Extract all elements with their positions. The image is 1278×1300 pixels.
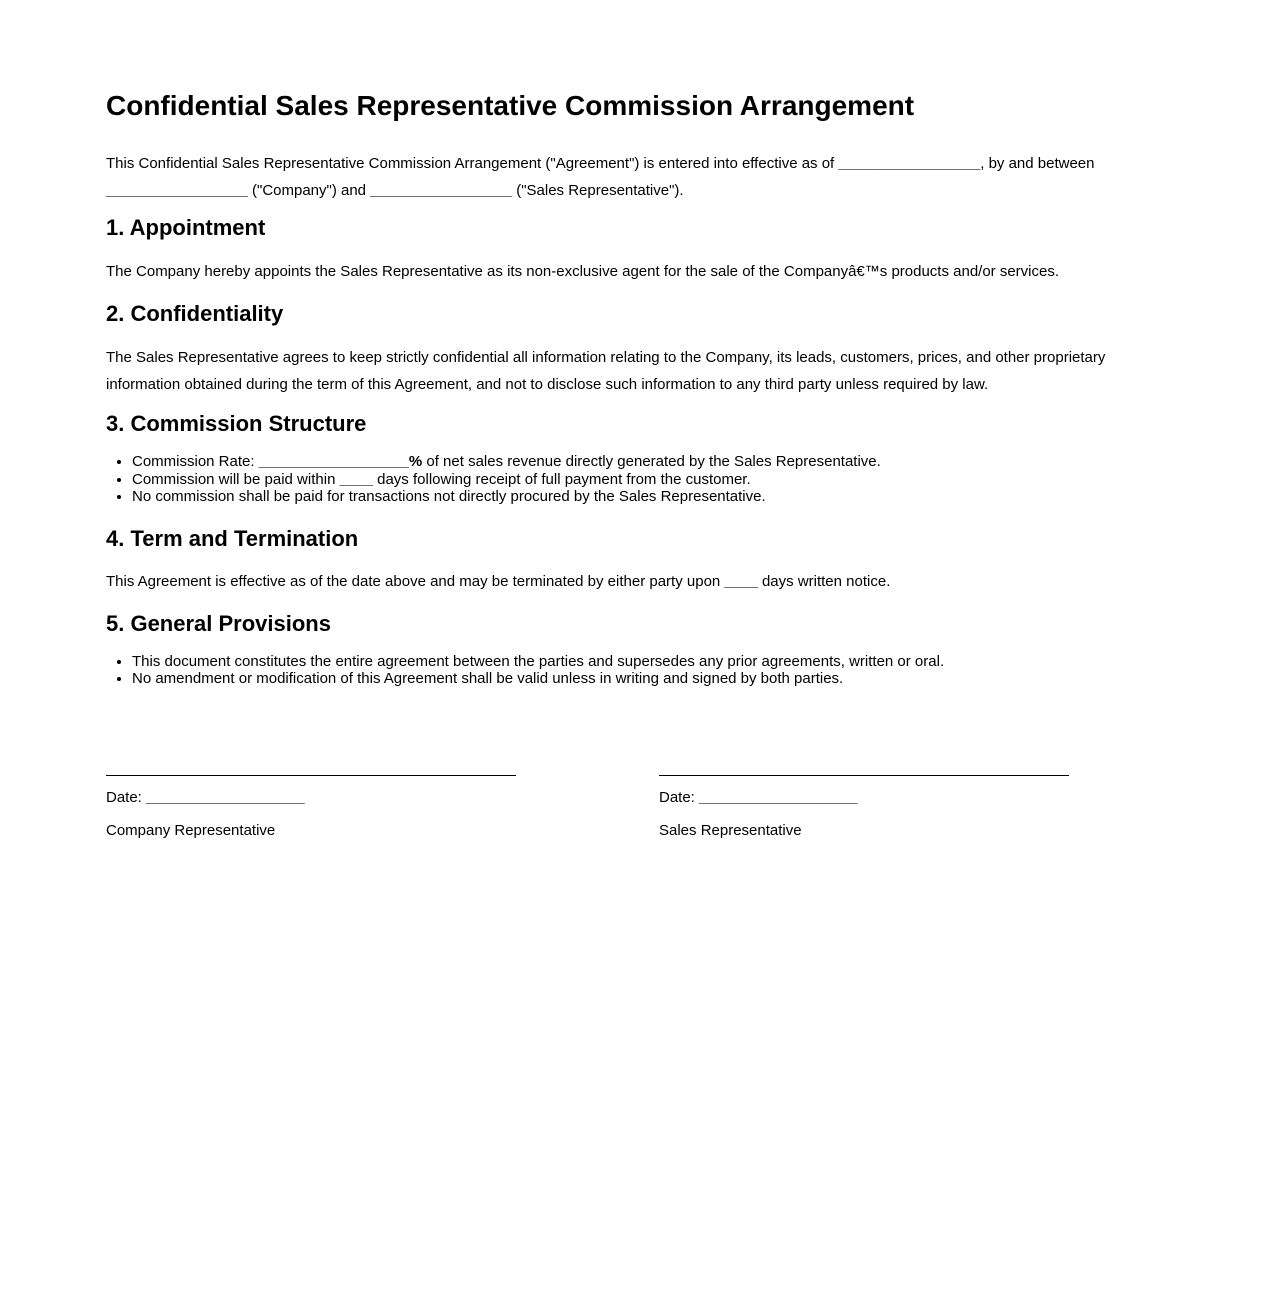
signature-column-company [106, 775, 516, 841]
paragraph-text-segment: This Agreement is effective as of the date above and may be terminated by either party upon [106, 572, 725, 590]
list-text-segment: Commission will be paid within [132, 470, 340, 488]
effective-date-blank: _________________ [838, 155, 981, 172]
appointment-paragraph: The Company hereby appoints the Sales Representative as its non-exclusive agent for the sale of the Companyâ€™s products and/or services. [106, 263, 1060, 280]
company-representative-label: Company Representative [106, 821, 276, 839]
section-heading-confidentiality: 2. Confidentiality [106, 301, 284, 326]
list-item-payment-terms [132, 471, 1172, 489]
intro-text-segment: ("Company") and [247, 182, 371, 199]
confidentiality-paragraph: The Sales Representative agrees to keep strictly confidential all information relating to the Company, its leads, customers, prices, and other proprietary information obtained during the term of this Agreement, and not to disclose such information to any third party unless required by law. [106, 349, 1106, 393]
general-provisions-list [106, 653, 1172, 688]
intro-paragraph [106, 150, 1172, 204]
intro-text-segment: , by and between [980, 155, 1095, 172]
company-date-row [106, 787, 516, 808]
list-text-segment: of net sales revenue directly generated by the Sales Representative. [422, 453, 881, 470]
commission-rate-blank: __________________% [258, 453, 423, 470]
signature-column-sales-rep [659, 775, 1069, 841]
list-item-entire-agreement: • This document constitutes the entire agreement between the parties and supersedes any prior agreements, written or oral. [132, 653, 1172, 671]
list-text-segment: days following receipt of full payment from the customer. [372, 470, 751, 488]
sales-rep-name-blank: _________________ [370, 182, 513, 199]
sales-rep-date-row [659, 787, 1069, 808]
section-heading-general-provisions: 5. General Provisions [106, 610, 331, 636]
signature-block [106, 775, 1172, 841]
company-signature-line [106, 775, 516, 776]
list-item-commission-rate [132, 453, 1172, 471]
sales-rep-date-blank: ___________________ [699, 788, 858, 806]
list-item-no-amendment: • No amendment or modification of this Agreement shall be valid unless in writing and signed by both parties. [132, 670, 1172, 688]
date-label: Date: [659, 788, 700, 806]
list-text-segment: Commission Rate: [132, 453, 259, 470]
intro-text-segment: ("Sales Representative"). [512, 182, 684, 199]
company-name-blank: _________________ [106, 182, 248, 199]
commission-structure-list [106, 453, 1172, 506]
intro-text-segment: This Confidential Sales Representative Commission Arrangement ("Agreement") is entered into effective as of [106, 155, 839, 172]
document-title: Confidential Sales Representative Commission Arrangement [106, 90, 915, 121]
paragraph-text-segment: days written notice. [757, 572, 891, 590]
section-heading-commission-structure: 3. Commission Structure [106, 411, 367, 436]
notice-days-blank: ____ [724, 572, 758, 590]
list-item-no-commission: • No commission shall be paid for transactions not directly procured by the Sales Representative. [132, 488, 1172, 506]
section-heading-appointment: 1. Appointment [106, 215, 266, 240]
date-label: Date: [106, 788, 147, 806]
sales-rep-signature-line [659, 775, 1069, 776]
company-date-blank: ___________________ [146, 788, 305, 806]
term-termination-paragraph [106, 568, 1172, 595]
sales-representative-label: Sales Representative [659, 821, 802, 839]
section-heading-term-termination: 4. Term and Termination [106, 525, 359, 551]
payment-days-blank: ____ [339, 470, 373, 488]
